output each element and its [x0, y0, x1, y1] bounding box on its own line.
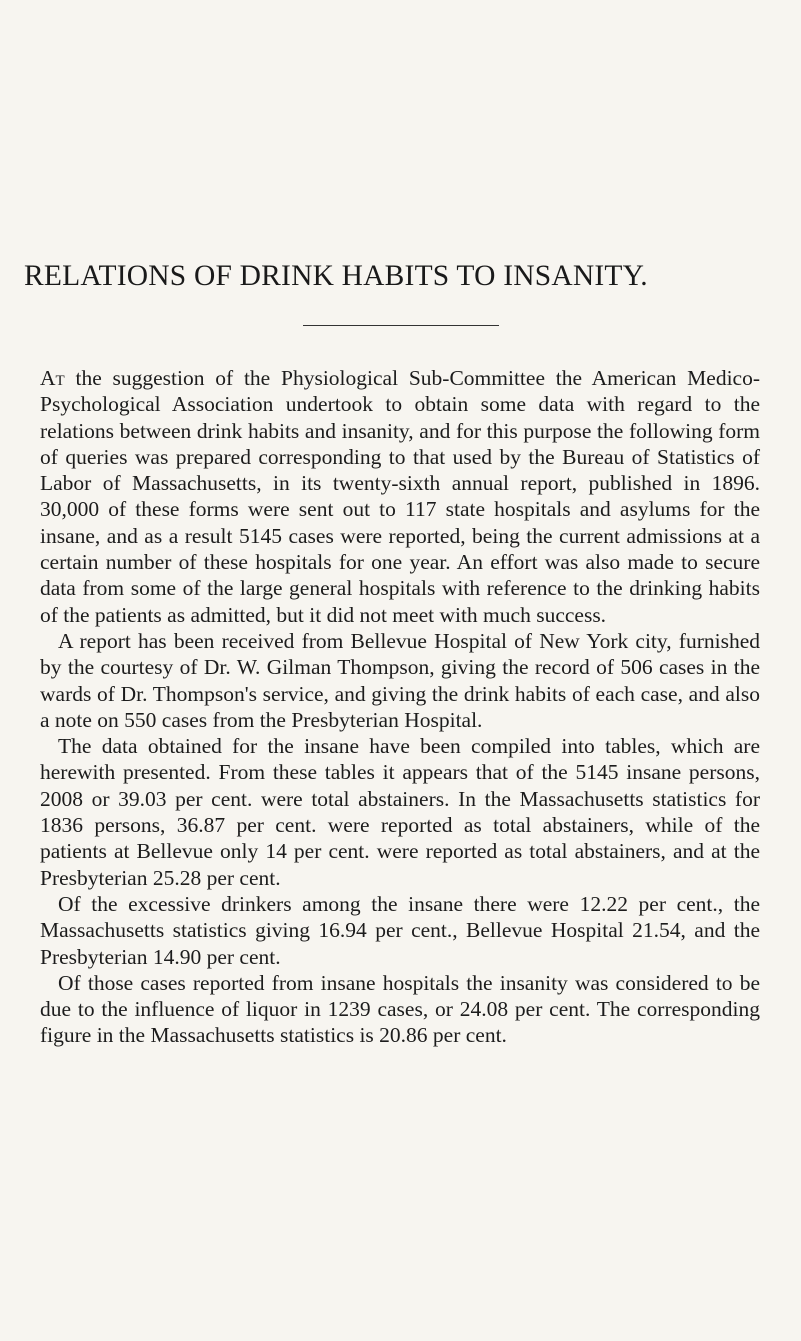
paragraph-4: Of the excessive drinkers among the insane there were 12.22 per cent., the Massachusetts statistics giving 16.94 per cent., Bellevue Hospital 21.54, and the Presbyterian 14.90 per cent.	[40, 891, 760, 969]
paragraph-1-text: the suggestion of the Physiological Sub-Committee the American Medico-Psychological Association undertook to obtain some data with regard to the relations between drink habits and insanity, and for this purpose the following form of queries was prepared corresponding to that used by the Bureau of Statistics of Labor of Massachusetts, in its twenty-sixth annual report, published in 1896. 30,000 of these forms were sent out to 117 state hospitals and asylums for the insane, and as a result 5145 cases were reported, being the current admissions at a certain number of these hospitals for one year. An effort was also made to secure data from some of the large general hospitals with reference to the drinking habits of the patients as admitted, but it did not meet with much success.	[40, 366, 760, 627]
paragraph-1-lead: At	[40, 366, 65, 390]
paragraph-1	[40, 365, 760, 628]
body-text	[40, 365, 760, 1049]
paragraph-5: Of those cases reported from insane hospitals the insanity was considered to be due to the influence of liquor in 1239 cases, or 24.08 per cent. The corresponding figure in the Massachusetts statistics is 20.86 per cent.	[40, 970, 760, 1048]
paragraph-2: A report has been received from Bellevue Hospital of New York city, furnished by the courtesy of Dr. W. Gilman Thompson, giving the record of 506 cases in the wards of Dr. Thompson's service, and giving the drink habits of each case, and also a note on 550 cases from the Presbyterian Hospital.	[40, 628, 760, 732]
title-divider	[303, 325, 499, 326]
paragraph-3: The data obtained for the insane have been compiled into tables, which are herewith presented. From these tables it appears that of the 5145 insane persons, 2008 or 39.03 per cent. were total abstainers. In the Massachusetts statistics for 1836 persons, 36.87 per cent. were reported as total abstainers, while of the patients at Bellevue only 14 per cent. were reported as total abstainers, and at the Presbyterian 25.28 per cent.	[40, 734, 760, 890]
page-title: RELATIONS OF DRINK HABITS TO INSANITY.	[24, 260, 648, 292]
